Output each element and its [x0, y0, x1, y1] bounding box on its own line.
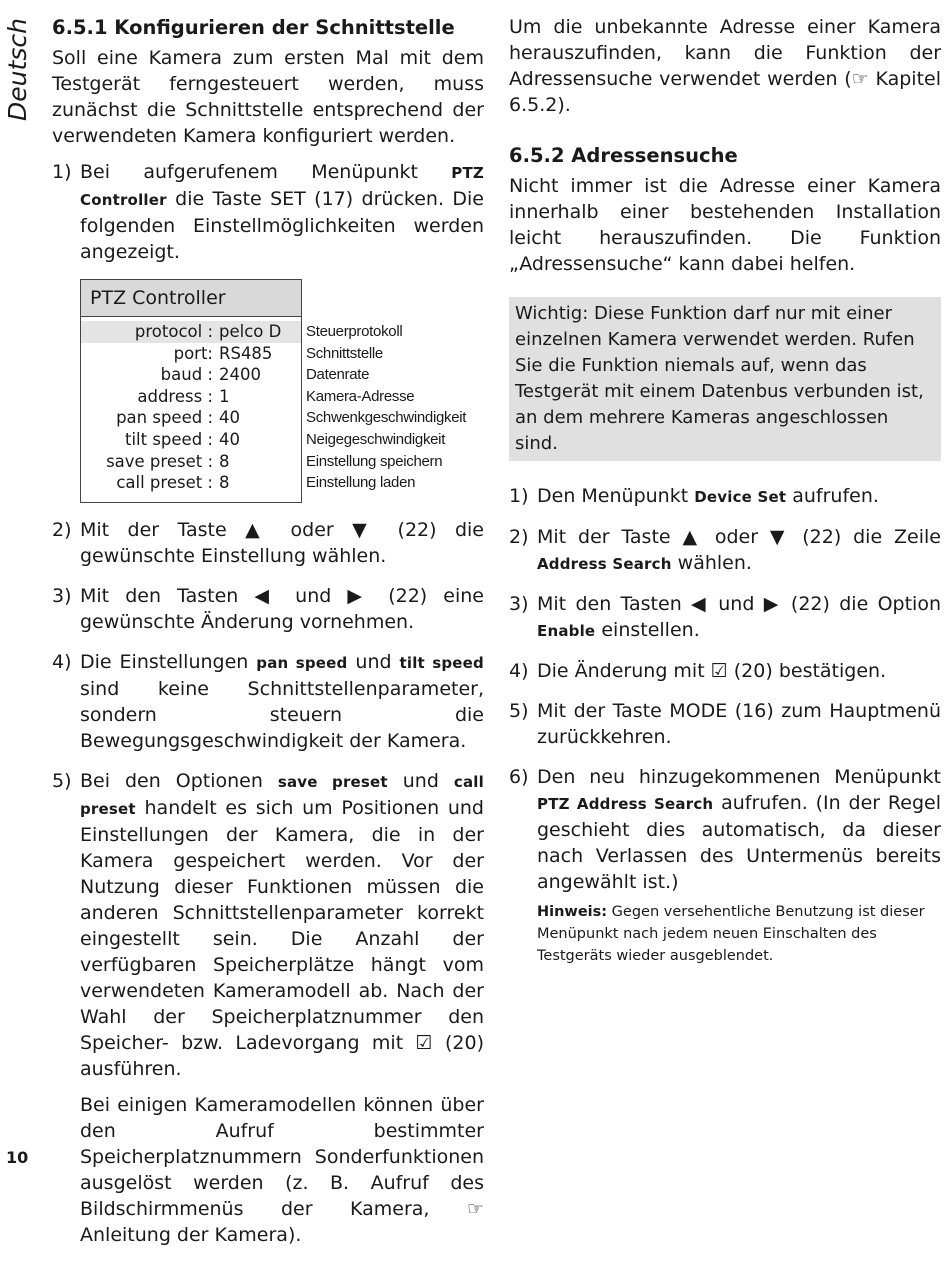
- row-description: Einstellung speichern: [306, 452, 443, 470]
- step-text: Den Menüpunkt: [537, 485, 695, 507]
- ptz-row-call-preset: [81, 472, 301, 494]
- hint-label: Hinweis:: [537, 904, 608, 920]
- step-number: 1): [52, 161, 72, 183]
- row-value: 1: [219, 386, 230, 406]
- step-text: Mit der Taste MODE (16) zum Hauptmenü zurückkehren.: [537, 700, 941, 748]
- ptz-menu-screen: [80, 279, 302, 503]
- row-key: pan speed :: [116, 408, 213, 428]
- row-key: tilt speed :: [124, 429, 213, 449]
- step-text: wählen.: [671, 552, 752, 574]
- row-value: RS485: [219, 343, 273, 363]
- row-value: 40: [219, 429, 240, 449]
- step-text: Bei aufgerufenem Menüpunkt: [80, 161, 452, 183]
- list-item: [52, 768, 484, 1248]
- list-item: [509, 524, 941, 577]
- row-key: save preset :: [106, 451, 213, 471]
- step-text: Die Einstellungen: [80, 651, 257, 673]
- page-number: 10: [6, 1148, 29, 1167]
- row-value: pelco D: [219, 322, 282, 341]
- step-number: 2): [52, 519, 72, 541]
- list-item: [509, 591, 941, 644]
- list-item: [509, 483, 941, 510]
- ptz-row-descriptions: [306, 321, 466, 494]
- row-description: Kamera-Adresse: [306, 387, 415, 405]
- step-number: 5): [52, 770, 72, 792]
- list-item: [509, 698, 941, 750]
- step-number: 4): [509, 660, 529, 682]
- ptz-row-tilt-speed: [81, 429, 301, 451]
- step-text: Mit der Taste ▲ oder ▼ (22) die Zeile: [537, 526, 941, 548]
- step-text: sind keine Schnittstellenparameter, sondern steuern die Bewegungsgeschwindigkeit der Kamera.: [80, 678, 484, 752]
- step-text: Mit den Tasten ◀ und ▶ (22) die Option: [537, 593, 941, 615]
- config-steps-list: [52, 159, 484, 265]
- row-key: port:: [173, 343, 213, 363]
- list-item: [509, 764, 941, 967]
- language-tab: [2, 14, 32, 124]
- ui-term: tilt speed: [399, 654, 484, 672]
- hint-text: Gegen versehentliche Benutzung ist dieser Menüpunkt nach jedem neuen Einschalten des Testgeräts wieder ausgeblendet.: [537, 904, 925, 964]
- row-description: Schnittstelle: [306, 344, 383, 362]
- ui-term: Device Set: [694, 488, 787, 506]
- step-number: 3): [509, 593, 529, 615]
- section-heading-6-5-2: 6.5.2 Adressensuche: [509, 144, 738, 167]
- step-continuation: Bei einigen Kameramodellen können über den Aufruf bestimmter Speicherplatznummern Sonderfunktionen ausgelöst werden (z. B. Aufruf des Bildschirmmenüs der Kamera, ☞ Anleitung der Kamera).: [80, 1094, 484, 1246]
- language-label: Deutsch: [2, 17, 32, 121]
- row-description: Steuerprotokoll: [306, 323, 403, 340]
- step-text: und: [347, 651, 400, 673]
- step-text: Mit der Taste ▲ oder ▼ (22) die gewünschte Einstellung wählen.: [80, 519, 484, 567]
- warning-text: Diese Funktion darf nur mit einer einzelnen Kamera verwendet werden. Rufen Sie die Funktion niemals auf, wenn das Testgerät mit einem Datenbus verbunden ist, an dem mehrere Kameras angeschlossen sind.: [515, 303, 924, 454]
- ui-term: Enable: [537, 622, 596, 640]
- step-text: Den neu hinzugekommenen Menüpunkt: [537, 766, 941, 788]
- step-number: 5): [509, 700, 529, 722]
- step-text: handelt es sich um Positionen und Einstellungen der Kamera, die in der Kamera gespeichert werden. Vor der Nutzung dieser Funktionen müssen die anderen Schnittstellenparameter korrekt eingestellt sein. Die Anzahl der verfügbaren Speicherplätze hängt vom verwendeten Kameramodell ab. Nach der Wahl der Speicherplatznummer den Speicher- bzw. Ladevorgang mit ☑ (20) ausführen.: [80, 797, 484, 1080]
- ptz-row-protocol: [81, 321, 301, 343]
- ptz-menu-rows: [81, 317, 301, 494]
- step-number: 4): [52, 651, 72, 673]
- ptz-row-address: [81, 386, 301, 408]
- list-item: [52, 583, 484, 635]
- left-column: [52, 14, 484, 1262]
- list-item: [52, 159, 484, 265]
- list-item: [52, 649, 484, 754]
- warning-box: [509, 297, 941, 461]
- section-heading-6-5-1: 6.5.1 Konfigurieren der Schnittstelle: [52, 16, 455, 39]
- row-key: address :: [137, 386, 213, 406]
- step-number: 1): [509, 485, 529, 507]
- step-text: Die Änderung mit ☑ (20) bestätigen.: [537, 660, 887, 682]
- ptz-menu-title: PTZ Controller: [81, 280, 301, 317]
- step-number: 6): [509, 766, 529, 788]
- step-text: aufrufen. (In der Regel geschieht dies automatisch, da dieser nach Verlassen des Untermenüs bereits angewählt ist.): [537, 792, 941, 893]
- step-text: aufrufen.: [786, 485, 879, 507]
- row-description: Neigegeschwindigkeit: [306, 430, 446, 448]
- step-number: 2): [509, 526, 529, 548]
- row-description: Schwenkgeschwindigkeit: [306, 409, 467, 427]
- ptz-row-baud: [81, 364, 301, 386]
- ptz-row-pan-speed: [81, 407, 301, 429]
- step-number: 3): [52, 585, 72, 607]
- row-value: 8: [219, 451, 230, 471]
- ui-term: save preset: [277, 773, 388, 791]
- row-value: 2400: [219, 365, 261, 385]
- step-text: einstellen.: [595, 619, 700, 641]
- row-description: Datenrate: [306, 366, 370, 384]
- ptz-menu-figure: [80, 279, 484, 503]
- ui-term: call preset: [80, 773, 484, 818]
- address-search-steps: [509, 483, 941, 967]
- ui-term: PTZ Controller: [80, 164, 484, 209]
- ui-term: Address Search: [537, 555, 672, 573]
- right-column: [509, 14, 941, 981]
- address-search-paragraph: Nicht immer ist die Adresse einer Kamera innerhalb einer bestehenden Installation leicht herauszufinden. Die Funktion „Adressensuche“ kann dabei helfen.: [509, 175, 941, 275]
- row-value: 40: [219, 408, 240, 428]
- hint-note: [537, 901, 941, 967]
- ui-term: PTZ Address Search: [537, 795, 714, 813]
- list-item: [509, 658, 941, 684]
- list-item: [52, 517, 484, 569]
- ptz-row-port: [81, 343, 301, 365]
- ptz-row-save-preset: [81, 451, 301, 473]
- config-steps-list-continued: [52, 517, 484, 1248]
- row-key: protocol :: [134, 322, 213, 341]
- row-key: baud :: [160, 365, 213, 385]
- row-description: Einstellung laden: [306, 474, 416, 492]
- row-key: call preset :: [116, 473, 213, 493]
- step-text: Mit den Tasten ◀ und ▶ (22) eine gewünschte Änderung vornehmen.: [80, 585, 484, 633]
- step-text: und: [387, 770, 454, 792]
- step-text: die Taste SET (17) drücken. Die folgenden Einstellmöglichkeiten werden angezeigt.: [80, 188, 484, 263]
- intro-paragraph: Soll eine Kamera zum ersten Mal mit dem Testgerät ferngesteuert werden, muss zunächst die Schnittstelle entsprechend der verwendeten Kamera konfiguriert werden.: [52, 47, 484, 147]
- row-value: 8: [219, 473, 230, 493]
- address-search-intro: Um die unbekannte Adresse einer Kamera herauszufinden, kann die Funktion der Adressensuche verwendet werden (☞ Kapitel 6.5.2).: [509, 16, 941, 116]
- step-text: Bei den Optionen: [80, 770, 278, 792]
- warning-label: Wichtig:: [515, 303, 589, 324]
- ui-term: pan speed: [256, 654, 348, 672]
